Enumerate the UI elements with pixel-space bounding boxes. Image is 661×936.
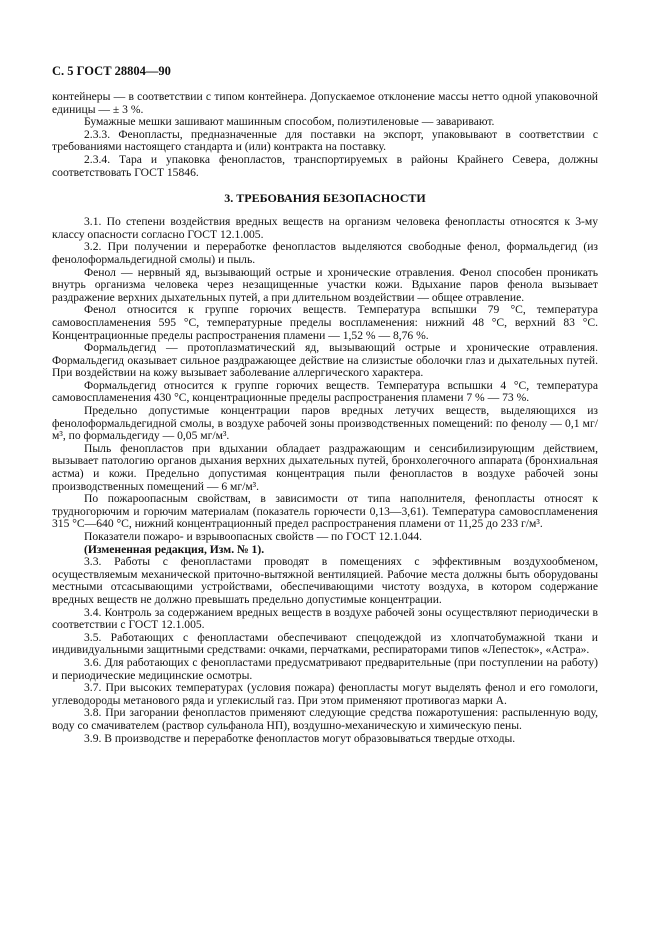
paragraph: 3.2. При получении и переработке фенопластов выделяются свободные фенол, формальдегид (из фенолоформальдегидной смолы) и пыль.	[52, 240, 598, 266]
page-header: С. 5 ГОСТ 28804—90	[52, 64, 171, 78]
paragraph: 2.3.4. Тара и упаковка фенопластов, транспортируемых в районы Крайнего Севера, должны соответствовать ГОСТ 15846.	[52, 152, 598, 179]
section-title: 3. ТРЕБОВАНИЯ БЕЗОПАСНОСТИ	[224, 191, 426, 206]
paragraph: Бумажные мешки зашивают машинным способом, полиэтиленовые — заваривают.	[84, 115, 495, 129]
paragraph: Фенол — нервный яд, вызывающий острые и хронические отравления. Фенол способен проникать внутрь организма человека через незащищенные участки кожи. Вдыхание паров фенола вызывает раздражение верхних дыхательных путей, а при длительном воздействии — общее отравление.	[52, 265, 598, 304]
paragraph: 3.5. Работающих с фенопластами обеспечивают спецодеждой из хлопчатобумажной ткани и индивидуальными защитными средствами: очками, перчатками, респираторами типов «Лепесток», «Астра».	[52, 630, 598, 657]
amendment-note: (Измененная редакция, Изм. № 1).	[84, 542, 265, 556]
paragraph: 3.8. При загорании фенопластов применяют следующие средства пожаротушения: распыленную воду, воду со смачивателем (раствор сульфанола НП), воздушно-механическую и химическую пены.	[52, 706, 598, 732]
paragraph: Формальдегид — протоплазматический яд, вызывающий острые и хронические отравления. Формальдегид оказывает сильное раздражающее действие на слизистые оболочки глаз и дыхательных путей. При воздействии на кожу вызывает заболевание аллергического характера.	[52, 341, 598, 380]
paragraph: 3.7. При высоких температурах (условия пожара) фенопласты могут выделять фенол и его гомологи, углеводороды метанового ряда и углекислый газ. При этом применяют противогаз марки А.	[52, 681, 598, 707]
paragraph: По пожароопасным свойствам, в зависимости от типа наполнителя, фенопласты относят к трудногорючим и горючим материалам (показатель горючести 0,13—3,61). Температура самовоспламенения 315 °С—640 °С, нижний концентрационный предел распространения пламени от 11,25 до 233 г/м³.	[52, 492, 598, 531]
paragraph: Пыль фенопластов при вдыхании обладает раздражающим и сенсибилизирующим действием, вызывает патологию органов дыхания верхних дыхательных путей, бронхолегочного аппарата (бронхиальная астма) и кожи. Предельно допустимая концентрация пыли фенопластов в воздухе рабочей зоны производственных помещений — 6 мг/м³.	[52, 441, 598, 493]
document-body	[52, 91, 598, 745]
paragraph: Показатели пожаро- и взрывоопасных свойств — по ГОСТ 12.1.044.	[84, 530, 423, 543]
paragraph: Предельно допустимые концентрации паров вредных летучих веществ, выделяющихся из фенолоформальдегидной смолы, в воздухе рабочей зоны производственных помещений: по фенолу — 0,1 мг/м³, по формальдегиду — 0,05 мг/м³.	[52, 404, 598, 443]
paragraph: Формальдегид относится к группе горючих веществ. Температура вспышки 4 °С, температура самовоспламенения 430 °С, концентрационные пределы распространения пламени 7 % — 73 %.	[52, 378, 598, 405]
paragraph: 3.4. Контроль за содержанием вредных веществ в воздухе рабочей зоны осуществляют периодически в соответствии с ГОСТ 12.1.005.	[52, 605, 598, 632]
paragraph: 3.3. Работы с фенопластами проводят в помещениях с эффективным воздухообменом, осуществляемым механической приточно-вытяжной вентиляцией. Рабочие места должны быть оборудованы местными отсасывающими устройствами, обеспечивающими чистоту воздуха, в котором содержание вредных веществ не должно превышать предельно допустимые концентрации.	[52, 555, 598, 606]
paragraph: Фенол относится к группе горючих веществ. Температура вспышки 79 °С, температура самовоспламенения 595 °С, температурные пределы воспламенения: нижний 48 °С, верхний 83 °С. Концентрационные пределы распространения пламени — 1,52 % — 8,76 %.	[52, 303, 598, 342]
paragraph: контейнеры — в соответствии с типом контейнера. Допускаемое отклонение массы нетто одной упаковочной единицы — ± 3 %.	[52, 90, 598, 116]
paragraph: 3.6. Для работающих с фенопластами предусматривают предварительные (при поступлении на работу) и периодические медицинские осмотры.	[52, 655, 598, 682]
paragraph: 3.1. По степени воздействия вредных веществ на организм человека фенопласты относятся к 3-му классу опасности согласно ГОСТ 12.1.005.	[52, 215, 598, 241]
paragraph: 3.9. В производстве и переработке фенопластов могут образовываться твердые отходы.	[84, 731, 516, 745]
paragraph: 2.3.3. Фенопласты, предназначенные для поставки на экспорт, упаковывают в соответствии с требованиями настоящего стандарта и (или) контракта на поставку.	[52, 127, 598, 154]
